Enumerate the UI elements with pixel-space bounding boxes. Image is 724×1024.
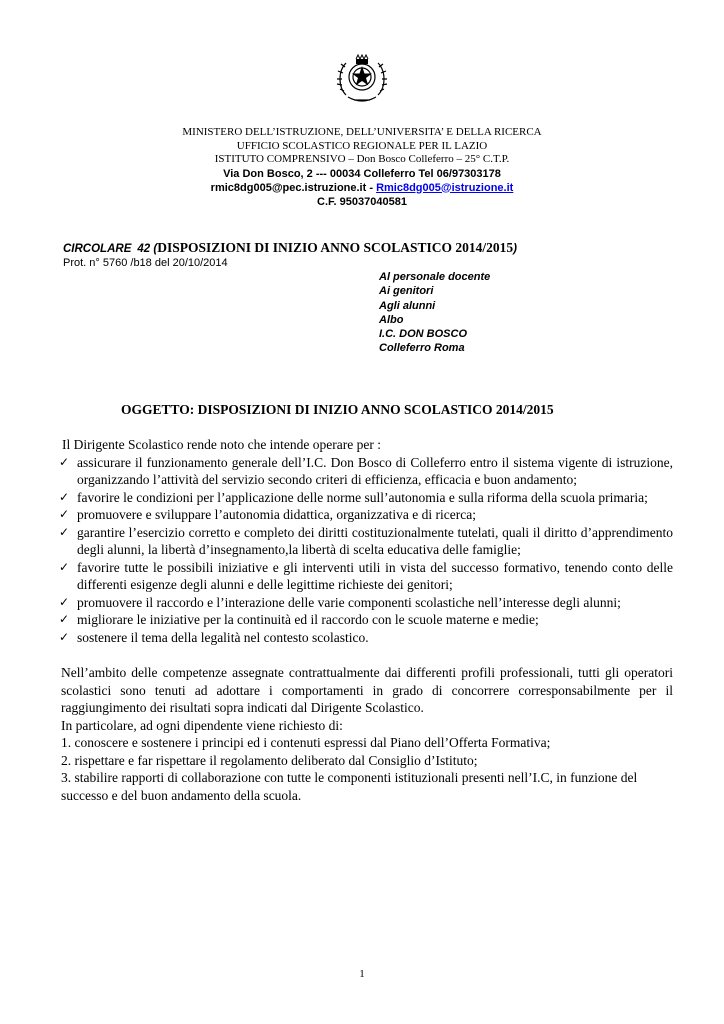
circular-label: CIRCOLARE	[63, 243, 132, 255]
circular-title: DISPOSIZIONI DI INIZIO ANNO SCOLASTICO 2014/2015	[157, 240, 514, 255]
pec-address: rmic8dg005@pec.istruzione.it -	[210, 181, 377, 194]
address-line: Via Don Bosco, 2 --- 00034 Colleferro Tel 06/97303178	[223, 167, 501, 180]
objective-item: ✓ sostenere il tema della legalità nel contesto scolastico.	[59, 629, 369, 645]
objective-item: ✓ garantire l’esercizio corretto e completo dei diritti costituzionalmente tutelati, quali il diritto d’apprendimento degli alunni, la libertà d’insegnamento,la libertà di scelta educativa delle famiglie;	[59, 524, 673, 557]
checkmark-icon: ✓	[59, 612, 70, 626]
checkmark-icon: ✓	[59, 489, 70, 504]
recipients-list	[379, 270, 490, 356]
checkmark-icon: ✓	[59, 524, 70, 539]
objective-item: ✓ migliorare le iniziative per la continuità ed il raccordo con le scuole materne e medie;	[59, 612, 539, 627]
checkmark-icon: ✓	[59, 629, 70, 644]
requirements-intro: In particolare, ad ogni dipendente viene richiesto di:	[61, 717, 343, 733]
objective-item: ✓ assicurare il funzionamento generale dell’I.C. Don Bosco di Colleferro entro il sistema vigente di istruzione, organizzando l’attività del servizio secondo criteri di efficienza, efficacia e buon andamento;	[59, 454, 673, 487]
page-number: 1	[359, 968, 365, 980]
checkmark-icon: ✓	[59, 454, 70, 469]
circular-number: 42 (	[137, 243, 158, 255]
italian-republic-emblem-icon	[336, 53, 388, 109]
fiscal-code: C.F. 95037040581	[317, 195, 407, 208]
checkmark-icon: ✓	[59, 594, 70, 609]
protocol-number: Prot. n° 5760 /b18 del 20/10/2014	[63, 257, 228, 269]
recipient: Colleferro Roma	[379, 342, 465, 355]
requirement-item: 1. conoscere e sostenere i principi ed i contenuti espressi dal Piano dell’Offerta Formativa;	[61, 735, 551, 750]
circular-heading	[63, 239, 517, 257]
letterhead	[0, 126, 724, 209]
institute-line: ISTITUTO COMPRENSIVO – Don Bosco Colleferro – 25° C.T.P.	[214, 153, 510, 165]
responsibilities-paragraph: Nell’ambito delle competenze assegnate contrattualmente dai differenti profili professionali, tutti gli operatori scolastici sono tenuti ad adottare i comportamenti in grado di concorrere corresponsabilmente per il raggiungimento dei risultati sopra indicati dal Dirigente Scolastico.	[61, 665, 673, 715]
checkmark-icon: ✓	[59, 559, 70, 574]
recipient: I.C. DON BOSCO	[379, 328, 468, 341]
objective-item: ✓ promuovere e sviluppare l’autonomia didattica, organizzativa e di ricerca;	[59, 507, 476, 522]
circular-close: )	[513, 243, 518, 255]
subject-heading: OGGETTO: DISPOSIZIONI DI INIZIO ANNO SCOLASTICO 2014/2015	[121, 402, 554, 417]
requirement-item: 3. stabilire rapporti di collaborazione con tutte le componenti istituzionali presenti nell’I.C, in funzione del successo e del buon andamento della scuola.	[61, 770, 638, 803]
document-body	[59, 436, 673, 804]
recipient: Albo	[379, 313, 404, 326]
requirement-item: 2. rispettare e far rispettare il regolamento deliberato dal Consiglio d’Istituto;	[61, 752, 478, 768]
email-line	[0, 181, 724, 195]
intro-text: Il Dirigente Scolastico rende noto che intende operare per :	[62, 437, 381, 452]
recipient: Agli alunni	[379, 299, 436, 312]
checkmark-icon: ✓	[59, 507, 70, 521]
email-link[interactable]: Rmic8dg005@istruzione.it	[376, 181, 514, 194]
objective-item: ✓ promuovere il raccordo e l’interazione delle varie componenti scolastiche nell’interesse degli alunni;	[59, 594, 621, 610]
recipient: Ai genitori	[379, 285, 434, 298]
objective-item: ✓ favorire tutte le possibili iniziative e gli interventi utili in vista del successo formativo, tenendo conto delle differenti esigenze degli alunni e delle legittime richieste dei genitori;	[59, 559, 673, 592]
recipient: Al personale docente	[379, 271, 491, 283]
objective-item: ✓ favorire le condizioni per l’applicazione delle norme sull’autonomia e sulla riforma della scuola primaria;	[59, 489, 648, 505]
objectives-list	[59, 454, 673, 647]
ministry-line: MINISTERO DELL’ISTRUZIONE, DELL’UNIVERSITA’ E DELLA RICERCA	[182, 126, 542, 138]
office-line: UFFICIO SCOLASTICO REGIONALE PER IL LAZIO	[236, 139, 488, 152]
